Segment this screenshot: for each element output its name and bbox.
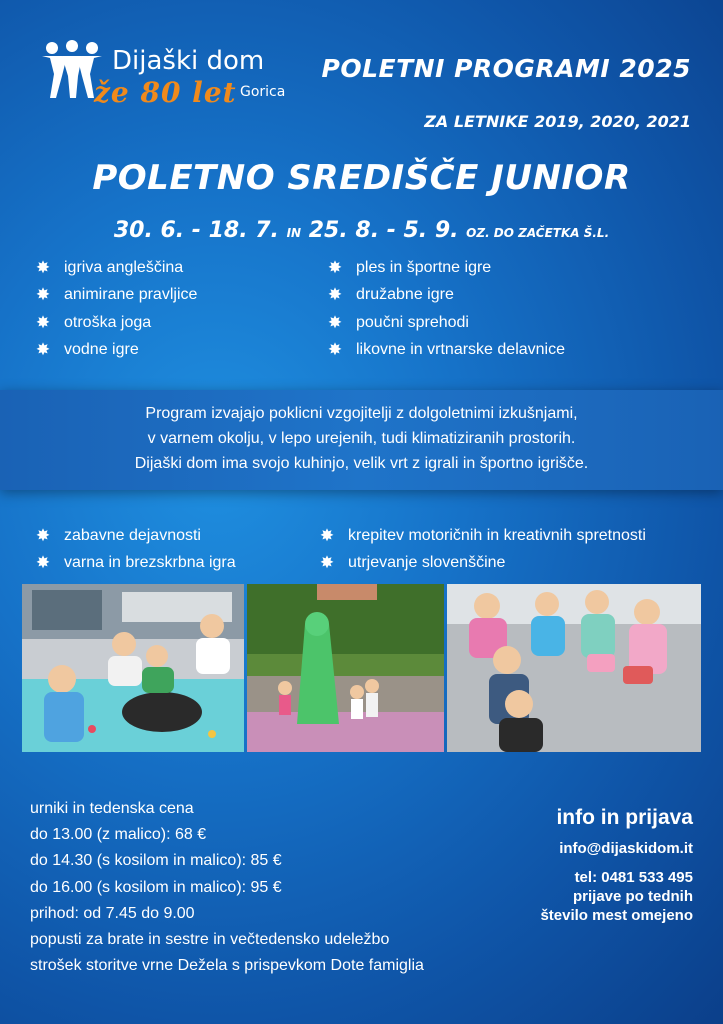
limited-places-note: število mest omejeno — [540, 907, 693, 924]
benefits-list-left — [30, 522, 236, 577]
list-item: ✸ družabne igre — [322, 282, 565, 310]
band-line: Program izvajajo poklicni vzgojitelji z dolgoletnimi izkušnjami, — [145, 405, 578, 422]
list-item: ✸ krepitev motoričnih in kreativnih spretnosti — [314, 522, 646, 550]
logo — [40, 40, 310, 110]
list-item: ✸ igriva angleščina — [30, 254, 197, 282]
band-line: Dijaški dom ima svojo kuhinjo, velik vrt z igrali in športno igrišče. — [134, 455, 589, 472]
date-note: OZ. DO ZAČETKA Š.L. — [466, 226, 610, 240]
photo-children-crafts — [447, 584, 701, 752]
price-row: popusti za brate in sestre in večtedensko udeležbo — [30, 930, 390, 948]
star-bullet-icon: ✸ — [327, 257, 343, 277]
list-item: ✸ otroška joga — [30, 309, 197, 337]
star-bullet-icon: ✸ — [319, 525, 335, 545]
list-item: ✸ utrjevanje slovenščine — [314, 550, 646, 578]
star-bullet-icon: ✸ — [327, 340, 343, 360]
date-range-2: 25. 8. - 5. 9. — [308, 218, 459, 243]
photo-children-planting — [22, 584, 244, 752]
contact-info — [540, 840, 693, 926]
star-bullet-icon: ✸ — [319, 553, 335, 573]
info-band — [0, 390, 723, 490]
list-item: ✸ vodne igre — [30, 337, 197, 365]
list-item: ✸ animirane pravljice — [30, 282, 197, 310]
star-bullet-icon: ✸ — [35, 285, 51, 305]
list-item: ✸ varna in brezskrbna igra — [30, 550, 236, 578]
photo-children-garden — [247, 584, 444, 752]
price-row: prihod: od 7.45 do 9.00 — [30, 904, 195, 922]
list-item: ✸ ples in športne igre — [322, 254, 565, 282]
logo-anniversary: že 80 let — [94, 76, 237, 109]
program-ages: ZA LETNIKE 2019, 2020, 2021 — [424, 112, 691, 131]
star-bullet-icon: ✸ — [35, 257, 51, 277]
star-bullet-icon: ✸ — [35, 312, 51, 332]
price-row: do 13.00 (z malico): 68 € — [30, 826, 207, 844]
logo-city: Gorica — [240, 84, 286, 100]
program-dates — [0, 218, 723, 243]
star-bullet-icon: ✸ — [327, 285, 343, 305]
info-title: info in prijava — [556, 806, 693, 829]
price-row: urniki in tedenska cena — [30, 800, 194, 817]
list-item: ✸ poučni sprehodi — [322, 309, 565, 337]
registration-note: prijave po tednih — [572, 888, 693, 905]
benefits-list-right — [314, 522, 646, 577]
list-item: ✸ zabavne dejavnosti — [30, 522, 236, 550]
prices-section — [30, 800, 424, 983]
band-line: v varnem okolju, v lepo urejenih, tudi klimatiziranih prostorih. — [147, 430, 576, 447]
star-bullet-icon: ✸ — [35, 525, 51, 545]
price-row: strošek storitve vrne Dežela s prispevkom Dote famiglia — [30, 957, 424, 975]
activities-list-left — [30, 254, 197, 364]
activities-list-right — [322, 254, 565, 364]
email-link[interactable]: info@dijaskidom.it — [559, 840, 693, 857]
price-row: do 16.00 (s kosilom in malico): 95 € — [30, 878, 282, 896]
list-item: ✸ likovne in vrtnarske delavnice — [322, 337, 565, 365]
date-range-1: 30. 6. - 18. 7. — [113, 218, 279, 243]
star-bullet-icon: ✸ — [35, 340, 51, 360]
program-title: POLETNI PROGRAMI 2025 — [321, 54, 691, 83]
phone-number[interactable]: tel: 0481 533 495 — [574, 869, 693, 886]
date-conjunction: IN — [286, 226, 302, 240]
star-bullet-icon: ✸ — [327, 312, 343, 332]
main-title: POLETNO SREDIŠČE JUNIOR — [92, 158, 631, 198]
logo-name: Dijaški dom — [112, 46, 265, 76]
price-row: do 14.30 (s kosilom in malico): 85 € — [30, 852, 282, 870]
star-bullet-icon: ✸ — [35, 553, 51, 573]
